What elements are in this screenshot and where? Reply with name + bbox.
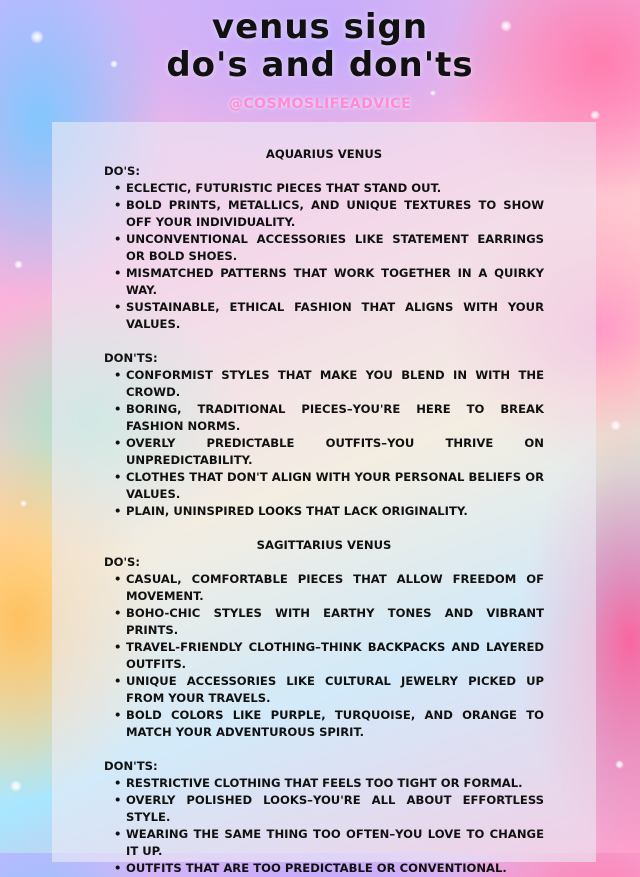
list-item: • OVERLY POLISHED LOOKS–YOU'RE ALL ABOUT EFFORTLESS STYLE. [126,792,544,826]
donts-list [104,367,544,520]
list-item: • BOLD COLORS LIKE PURPLE, TURQUOISE, AND ORANGE TO MATCH YOUR ADVENTUROUS SPIRIT. [126,707,544,741]
list-item: • OVERLY PREDICTABLE OUTFITS–YOU THRIVE ON UNPREDICTABILITY. [126,435,544,469]
author-handle: @COSMOSLIFEADVICE [228,96,412,112]
list-item: • TRAVEL-FRIENDLY CLOTHING–THINK BACKPACKS AND LAYERED OUTFITS. [126,639,544,673]
dos-list [104,571,544,741]
list-item: • OUTFITS THAT ARE TOO PREDICTABLE OR CONVENTIONAL. [126,860,544,877]
content-card [52,122,596,875]
list-item: • CASUAL, COMFORTABLE PIECES THAT ALLOW FREEDOM OF MOVEMENT. [126,571,544,605]
list-item: • SUSTAINABLE, ETHICAL FASHION THAT ALIGNS WITH YOUR VALUES. [126,299,544,333]
donts-list [104,775,544,877]
title-line-1: venus sign [211,7,429,47]
dos-label: DO'S: [104,164,141,178]
page-title [0,8,640,84]
list-item: • BOLD PRINTS, METALLICS, AND UNIQUE TEXTURES TO SHOW OFF YOUR INDIVIDUALITY. [126,197,544,231]
donts-label: DON'TS: [104,351,158,365]
list-item: • BOHO-CHIC STYLES WITH EARTHY TONES AND VIBRANT PRINTS. [126,605,544,639]
list-item: • BORING, TRADITIONAL PIECES–YOU'RE HERE TO BREAK FASHION NORMS. [126,401,544,435]
content-body [52,122,596,877]
list-item: • CLOTHES THAT DON'T ALIGN WITH YOUR PERSONAL BELIEFS OR VALUES. [126,469,544,503]
dos-list [104,180,544,333]
donts-label: DON'TS: [104,759,158,773]
sign-heading: AQUARIUS VENUS [265,147,383,161]
list-item: • UNIQUE ACCESSORIES LIKE CULTURAL JEWELRY PICKED UP FROM YOUR TRAVELS. [126,673,544,707]
sign-heading: SAGITTARIUS VENUS [256,538,392,552]
list-item: • ECLECTIC, FUTURISTIC PIECES THAT STAND OUT. [126,180,544,197]
list-item: • MISMATCHED PATTERNS THAT WORK TOGETHER IN A QUIRKY WAY. [126,265,544,299]
dos-label: DO'S: [104,555,141,569]
sign-section [104,537,544,877]
list-item: • CONFORMIST STYLES THAT MAKE YOU BLEND IN WITH THE CROWD. [126,367,544,401]
list-item: • PLAIN, UNINSPIRED LOOKS THAT LACK ORIGINALITY. [126,503,544,520]
title-line-2: do's and don'ts [166,45,474,85]
sign-section [104,146,544,520]
list-item: • RESTRICTIVE CLOTHING THAT FEELS TOO TIGHT OR FORMAL. [126,775,544,792]
list-item: • UNCONVENTIONAL ACCESSORIES LIKE STATEMENT EARRINGS OR BOLD SHOES. [126,231,544,265]
list-item: • WEARING THE SAME THING TOO OFTEN–YOU LOVE TO CHANGE IT UP. [126,826,544,860]
